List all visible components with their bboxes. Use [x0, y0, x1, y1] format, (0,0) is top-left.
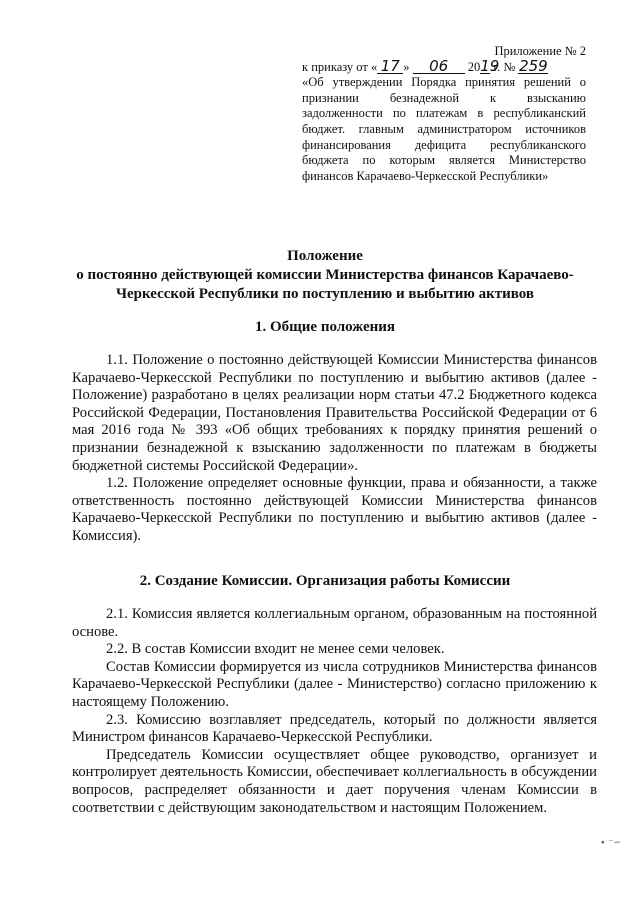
- paragraph: 2.1. Комиссия является коллегиальным органом, образованным на постоянной основе.: [72, 606, 597, 640]
- section-1-body: [72, 352, 597, 546]
- document-title: [60, 247, 590, 304]
- order-prefix: к приказу от «: [302, 59, 378, 74]
- section-1-heading: 1. Общие положения: [254, 319, 396, 335]
- corner-mark: ∙ ⁻∽: [600, 838, 621, 848]
- title-line-1: Положение: [287, 248, 363, 264]
- paragraph: Состав Комиссии формируется из числа сотрудников Министерства финансов Карачаево-Черкесской Республики (далее - Министерство) согласно приложению к настоящему Положению.: [72, 658, 597, 710]
- month-separator: »: [403, 59, 410, 74]
- title-line-2: о постоянно действующей комиссии Министерства финансов Карачаево-Черкесской Республики по поступлению и выбытию активов: [76, 267, 574, 302]
- year-tail: г. №: [493, 59, 516, 74]
- paragraph: 2.3. Комиссию возглавляет председатель, который по должности является Министром финансов Карачаево-Черкесской Республики.: [72, 711, 597, 746]
- year-prefix: 20: [467, 59, 481, 74]
- handwritten-year: 19: [480, 56, 500, 75]
- handwritten-month: 06: [413, 60, 465, 74]
- paragraph: 1.1. Положение о постоянно действующей Комиссии Министерства финансов Карачаево-Черкесской Республики по поступлению и выбытию активов (далее - Положение) разработано в целях реализации норм статьи 47.2 Бюджетного кодекса Российской Федерации, Постановления Правительства Российской Федерации от 6 мая 2016 года № 393 «Об общих требованиях к порядку принятия решений о признании безнадежной к взысканию задолженности по платежам в бюджеты бюджетной системы Российской Федерации».: [72, 352, 597, 474]
- paragraph: Председатель Комиссии осуществляет общее руководство, организует и контролирует деятельность Комиссии, обеспечивает коллегиальность в обсуждении вопросов, распределяет обязанности и дает поручения членам Комиссии в соответствии с действующим законодательством и настоящим Положением.: [72, 746, 597, 816]
- order-reference: [302, 56, 586, 76]
- paragraph: 2.2. В состав Комиссии входит не менее семи человек.: [106, 641, 445, 658]
- handwritten-order-number: 259: [519, 56, 548, 75]
- appendix-number: Приложение № 2: [494, 44, 586, 58]
- handwritten-day: 17: [377, 60, 403, 74]
- order-subject: «Об утверждении Порядка принятия решений о признании безнадежной к взысканию задолженности по платежам в республиканский бюджет. главным администратором источников финансирования дефицита республиканского бюджета по которым является Министерство финансов Карачаево-Черкесской Республики»: [302, 75, 586, 183]
- paragraph: 1.2. Положение определяет основные функции, права и обязанности, а также ответственность постоянно действующей Комиссии Министерства финансов Карачаево-Черкесской Республики по поступлению и выбытию активов (далее - Комиссия).: [72, 475, 597, 544]
- section-2-body: [72, 606, 597, 817]
- section-2-heading: 2. Создание Комиссии. Организация работы Комиссии: [139, 573, 511, 589]
- appendix-block: [302, 44, 586, 184]
